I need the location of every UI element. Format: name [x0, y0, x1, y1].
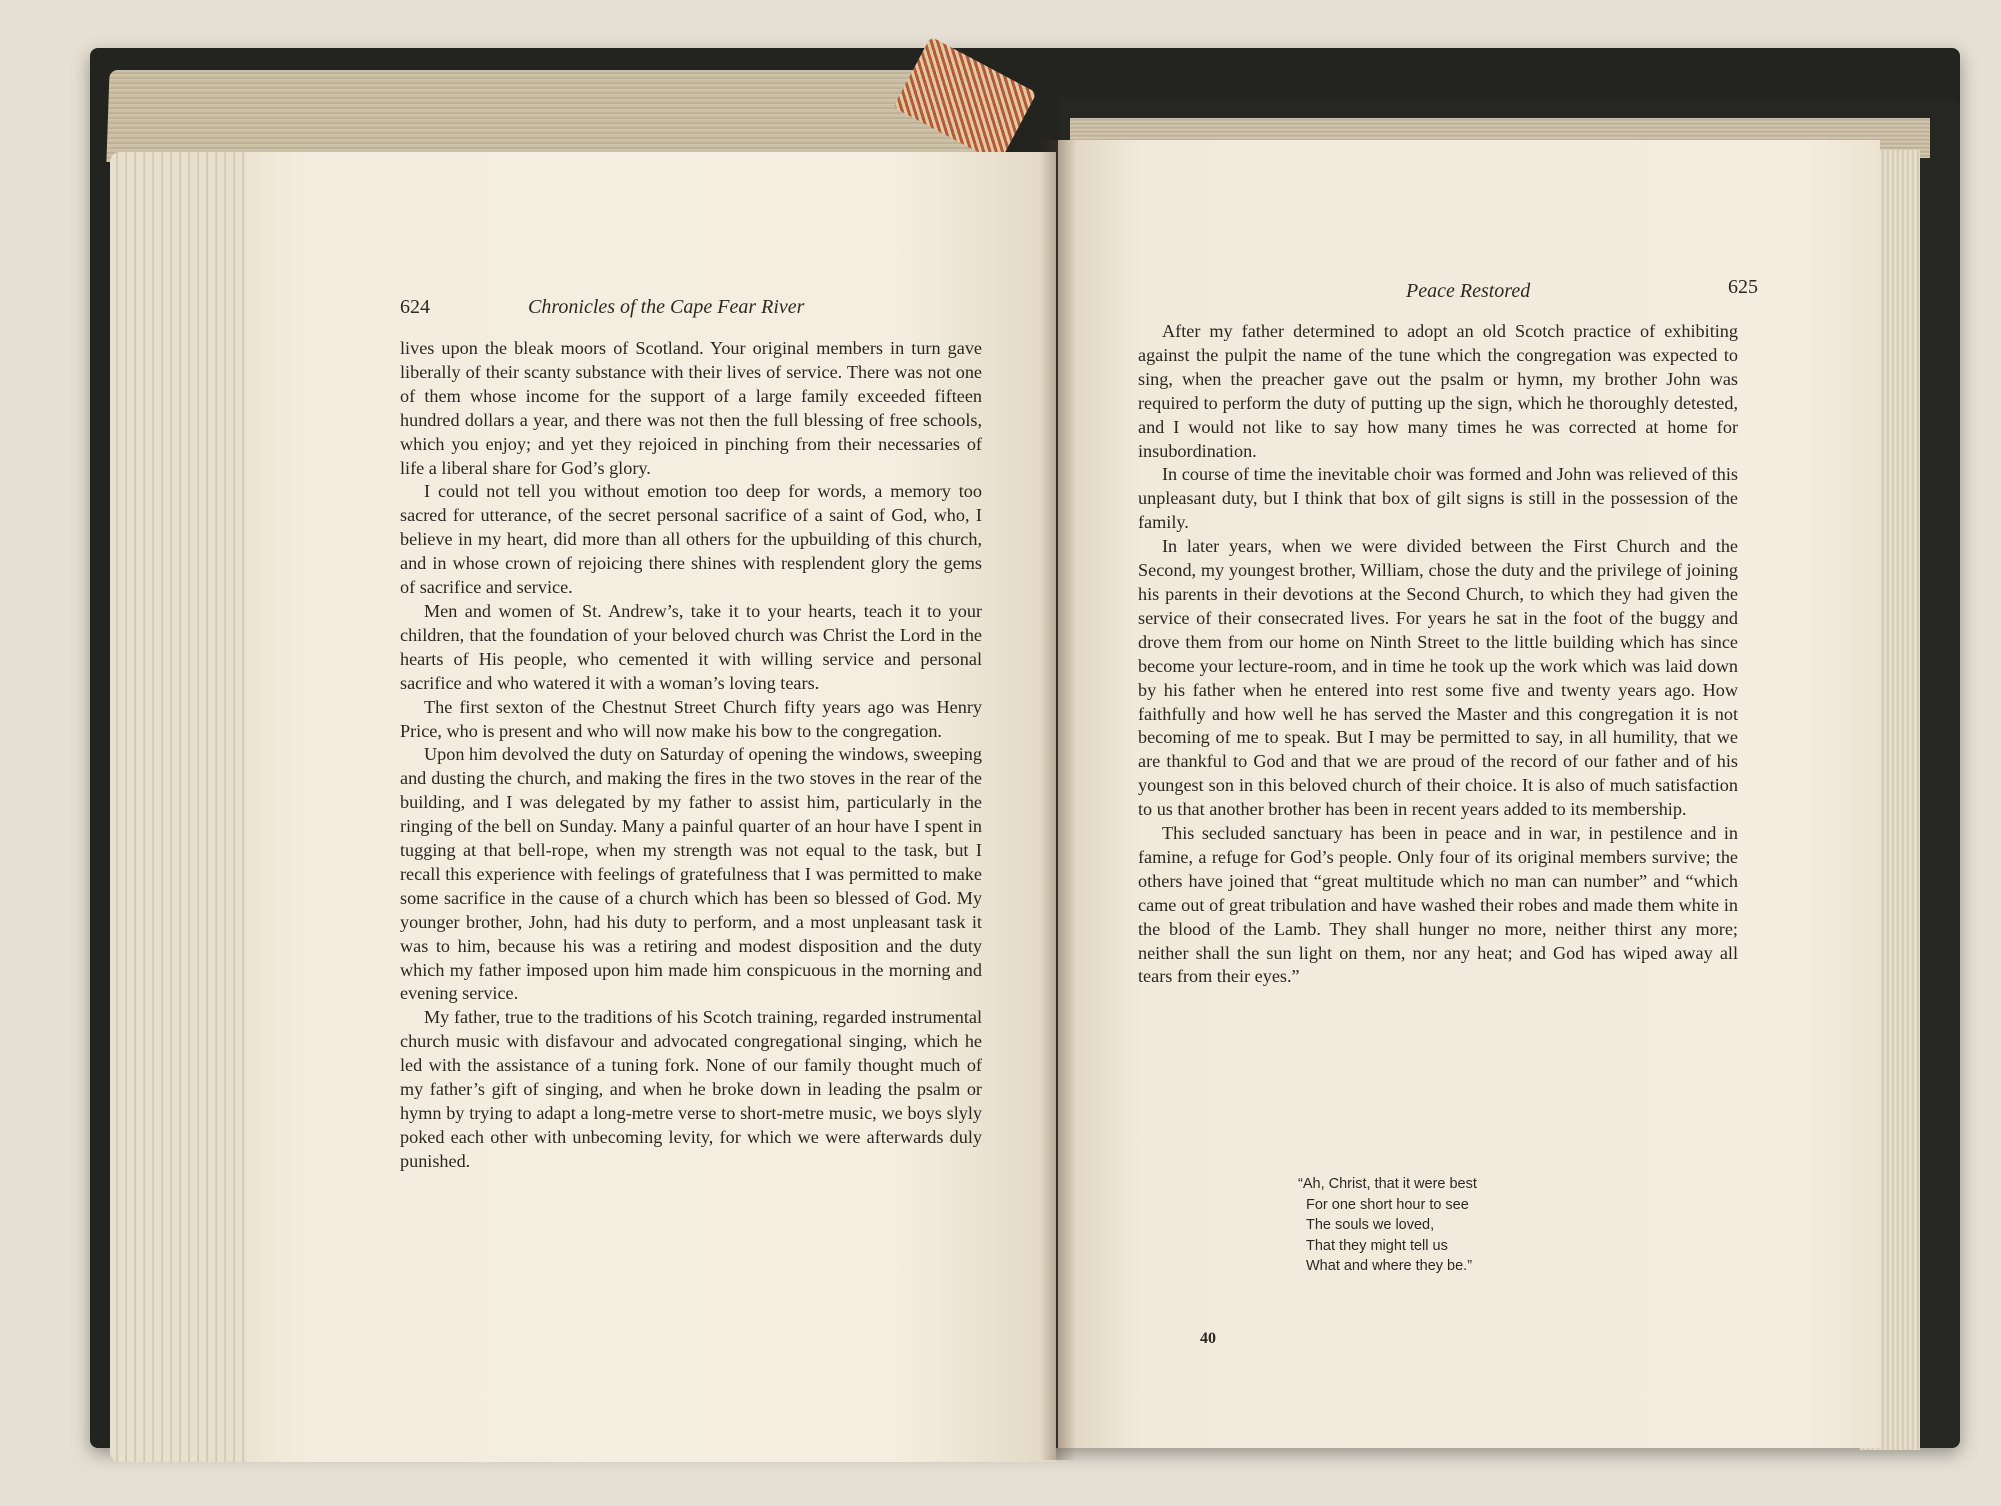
verse-quotation: [1298, 1174, 1477, 1277]
fore-edge-left: [110, 152, 260, 1462]
page-body: [400, 337, 982, 1174]
paragraph: In course of time the inevitable choir was formed and John was relieved of this unpleasant duty, but I think that box of gilt signs is still in the possession of the family.: [1138, 464, 1738, 533]
verse-line: That they might tell us: [1306, 1237, 1448, 1254]
left-page: [246, 152, 1056, 1462]
verse-line: For one short hour to see: [1306, 1196, 1469, 1213]
paragraph: The first sexton of the Chestnut Street Church fifty years ago was Henry Price, who is present and who will now make his bow to the congregation.: [400, 696, 982, 741]
paragraph: lives upon the bleak moors of Scotland. Your original members in turn gave liberally of their scanty substance with their lives of service. There was not one of them whose income for the support of a large family exceeded fifteen hundred dollars a year, and there was not then the full blessing of free schools, which you enjoy; and yet they rejoiced in pinching from their necessaries of life a liberal share for God’s glory.: [400, 338, 982, 478]
right-page: [1058, 140, 1880, 1448]
paragraph: Men and women of St. Andrew’s, take it to your hearts, teach it to your children, that the foundation of your beloved church was Christ the Lord in the hearts of His people, who cemented it with willing service and personal sacrifice and who watered it with a woman’s loving tears.: [400, 600, 982, 693]
page-body: [1138, 320, 1738, 989]
running-title: Peace Restored: [1406, 280, 1531, 302]
verse-line: What and where they be.”: [1306, 1258, 1473, 1274]
page-number: 624: [400, 296, 430, 318]
verse-line: The souls we loved,: [1306, 1217, 1435, 1233]
running-title: Chronicles of the Cape Fear River: [528, 296, 805, 318]
verse-line: “Ah, Christ, that it were best: [1298, 1176, 1477, 1192]
paragraph: My father, true to the traditions of his Scotch training, regarded instrumental church music with disfavour and advocated congregational singing, which he led with the assistance of a tuning fork. None of our family thought much of my father’s gift of singing, and when he broke down in leading the psalm or hymn by trying to adapt a long-metre verse to short-metre music, we boys slyly poked each other with unbecoming levity, for which we were afterwards duly punished.: [400, 1007, 982, 1171]
page-block-top-edge: [106, 70, 989, 162]
page-number: 625: [1728, 276, 1758, 298]
signature-mark: 40: [1200, 1330, 1216, 1347]
paragraph: I could not tell you without emotion too deep for words, a memory too sacred for utterance, of the secret personal sacrifice of a saint of God, who, I believe in my heart, did more than all others for the upbuilding of this church, and in whose crown of rejoicing there shines with resplendent glory the gems of sacrifice and service.: [400, 481, 982, 598]
paragraph: This secluded sanctuary has been in peace and in war, in pestilence and in famine, a refuge for God’s people. Only four of its original members survive; the others have joined that “great multitude which no man can number” and “which came out of great tribulation and have washed their robes and made them white in the blood of the Lamb. They shall hunger no more, neither thirst any more; neither shall the sun light on them, nor any heat; and God has wiped away all tears from their eyes.”: [1138, 823, 1738, 987]
paragraph: In later years, when we were divided between the First Church and the Second, my youngest brother, William, chose the duty and the privilege of joining his parents in their devotions at the Second Church, to which they had given the service of their consecrated lives. For years he sat in the foot of the buggy and drove them from our home on Ninth Street to the little building which has since become your lecture-room, and in time he took up the work which was laid down by his father when he entered into rest some five and twenty years ago. How faithfully and how well he has served the Master and this congregation it is not becoming of me to speak. But I may be permitted to say, in all humility, that we are thankful to God and that we are proud of the record of our father and of his youngest son in this beloved church of their choice. It is also of much satisfaction to us that another brother has been in recent years added to its membership.: [1138, 536, 1738, 820]
gutter-shadow: [1040, 140, 1076, 1460]
paragraph: Upon him devolved the duty on Saturday of opening the windows, sweeping and dusting the church, and making the fires in the two stoves in the rear of the building, and I was delegated by my father to assist him, particularly in the ringing of the bell on Sunday. Many a painful quarter of an hour have I spent in tugging at that bell-rope, when my strength was not equal to the task, but I recall this experience with feelings of gratefulness that I was permitted to make some sacrifice in the cause of a church which has been so blessed of God. My younger brother, John, had his duty to perform, and a most unpleasant task it was to him, because his was a retiring and modest disposition and the duty which my father imposed upon him made him conspicuous in the morning and evening service.: [400, 744, 982, 1004]
paragraph: After my father determined to adopt an old Scotch practice of exhibiting against the pulpit the name of the tune which the congregation was expected to sing, when the preacher gave out the psalm or hymn, my brother John was required to perform the duty of putting up the sign, which he thoroughly detested, and I would not like to say how many times he was corrected at home for insubordination.: [1138, 321, 1738, 461]
